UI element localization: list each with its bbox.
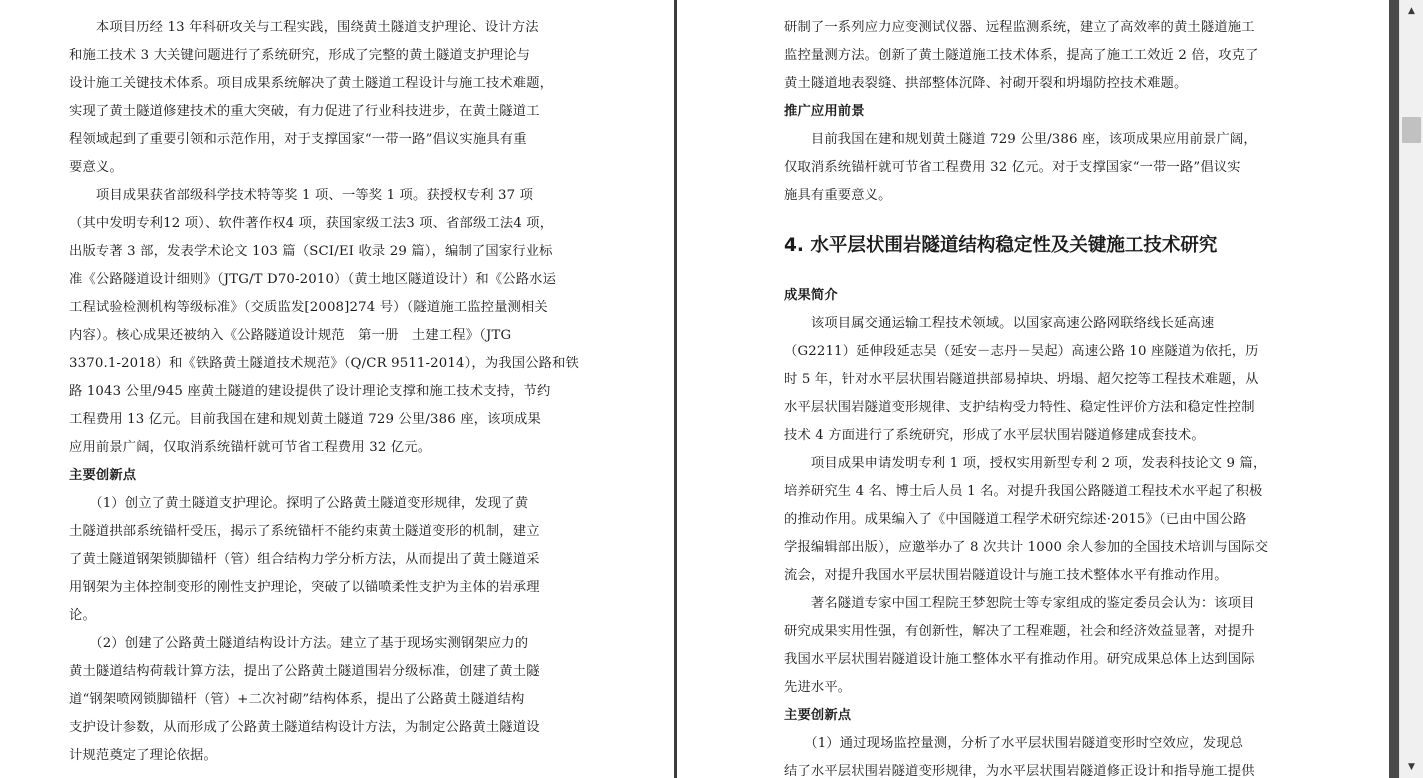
section-heading-summary: 成果简介 <box>784 288 838 303</box>
paragraph-line: 应用前景广阔，仅取消系统锚杆就可节省工程费用 32 亿元。 <box>69 440 432 455</box>
section-heading-innovation: 主要创新点 <box>784 708 852 723</box>
section-title: 4. 水平层状围岩隧道结构稳定性及关键施工技术研究 <box>784 235 1218 256</box>
paragraph-line: 土隧道拱部系统锚杆受压，揭示了系统锚杆不能约束黄土隧道变形的机制，建立 <box>69 524 540 539</box>
paragraph-line: 本项目历经 13 年科研攻关与工程实践，围绕黄土隧道支护理论、设计方法 <box>69 20 539 35</box>
scroll-up-icon[interactable]: ▲ <box>1408 6 1415 16</box>
paragraph-line: 施具有重要意义。 <box>784 188 892 203</box>
paragraph-line: （1）创立了黄土隧道支护理论。探明了公路黄土隧道变形规律，发现了黄 <box>69 496 529 511</box>
paragraph-line: 要意义。 <box>69 160 123 175</box>
section-heading-innovation: 主要创新点 <box>69 468 137 483</box>
paragraph-line: （G2211）延伸段延志吴（延安－志丹－吴起）高速公路 10 座隧道为依托，历 <box>784 344 1259 359</box>
paragraph-line: 论。 <box>69 608 96 623</box>
left-page-content <box>69 14 579 778</box>
paragraph-line: 结了水平层状围岩隧道变形规律，为水平层状围岩隧道修正设计和指导施工提供 <box>784 764 1255 778</box>
paragraph-line: 研制了一系列应力应变测试仪器、远程监测系统，建立了高效率的黄土隧道施工 <box>784 20 1255 35</box>
paragraph-line: 计规范奠定了理论依据。 <box>69 748 217 763</box>
right-page-content <box>784 14 1294 778</box>
paragraph-line: 用钢架为主体控制变形的刚性支护理论，突破了以锚喷柔性支护为主体的岩承理 <box>69 580 540 595</box>
viewer-background-edge <box>1389 0 1399 778</box>
paragraph-line: 支护设计参数，从而形成了公路黄土隧道结构设计方法，为制定公路黄土隧道设 <box>69 720 540 735</box>
paragraph-line: 研究成果实用性强，有创新性，解决了工程难题，社会和经济效益显著，对提升 <box>784 624 1255 639</box>
paragraph-line: 该项目属交通运输工程技术领域。以国家高速公路网联络线长延高速 <box>784 316 1215 331</box>
paragraph-line: 学报编辑部出版），应邀举办了 8 次共计 1000 余人参加的全国技术培训与国际交 <box>784 540 1269 555</box>
paragraph-line: （1）通过现场监控量测，分析了水平层状围岩隧道变形时空效应，发现总 <box>784 736 1244 751</box>
paragraph-line: 实现了黄土隧道修建技术的重大突破，有力促进了行业科技进步，在黄土隧道工 <box>69 104 540 119</box>
paragraph-line: 目前我国在建和规划黄土隧道 729 公里/386 座，该项成果应用前景广阔， <box>784 132 1257 147</box>
paragraph-line: 内容）。核心成果还被纳入《公路隧道设计规范 第一册 土建工程》（JTG <box>69 328 512 343</box>
paragraph-line: 先进水平。 <box>784 680 852 695</box>
section-heading-prospect: 推广应用前景 <box>784 104 865 119</box>
paragraph-line: 设计施工关键技术体系。项目成果系统解决了黄土隧道工程设计与施工技术难题， <box>69 76 554 91</box>
paragraph-line: 的推动作用。成果编入了《中国隧道工程学术研究综述·2015》（已由中国公路 <box>784 512 1247 527</box>
paragraph-line: 工程费用 13 亿元。目前我国在建和规划黄土隧道 729 公里/386 座，该项成果 <box>69 412 541 427</box>
paragraph-line: 路 1043 公里/945 座黄土隧道的建设提供了设计理论支撑和施工技术支持，节约 <box>69 384 551 399</box>
paragraph-line: 时 5 年，针对水平层状围岩隧道拱部易掉块、坍塌、超欠挖等工程技术难题，从 <box>784 372 1259 387</box>
paragraph-line: （2）创建了公路黄土隧道结构设计方法。建立了基于现场实测钢架应力的 <box>69 636 529 651</box>
paragraph-line: 出版专著 3 部，发表学术论文 103 篇（SCI/EI 收录 29 篇），编制了国家行业标 <box>69 244 553 259</box>
paragraph-line: 了黄土隧道钢架锁脚锚杆（管）组合结构力学分析方法，从而提出了黄土隧道采 <box>69 552 540 567</box>
paragraph-line: 3370.1-2018）和《铁路黄土隧道技术规范》（Q/CR 9511-2014），为我国公路和铁 <box>69 356 579 371</box>
paragraph-line: 项目成果获省部级科学技术特等奖 1 项、一等奖 1 项。获授权专利 37 项 <box>69 188 534 203</box>
scroll-down-icon[interactable]: ▼ <box>1408 762 1415 772</box>
paragraph-line: 水平层状围岩隧道变形规律、支护结构受力特性、稳定性评价方法和稳定性控制 <box>784 400 1255 415</box>
paragraph-line: 技术 4 方面进行了系统研究，形成了水平层状围岩隧道修建成套技术。 <box>784 428 1205 443</box>
paragraph-line: 流会，对提升我国水平层状围岩隧道设计与施工技术整体水平有推动作用。 <box>784 568 1228 583</box>
paragraph-line: 工程试验检测机构等级标准》（交质监发[2008]274 号）（隧道施工监控量测相关 <box>69 300 548 315</box>
paragraph-line: 道“钢架喷网锁脚锚杆（管）+二次衬砌”结构体系，提出了公路黄土隧道结构 <box>69 692 525 707</box>
paragraph-line: 项目成果申请发明专利 1 项，授权实用新型专利 2 项，发表科技论文 9 篇， <box>784 456 1267 471</box>
paragraph-line: 培养研究生 4 名、博士后人员 1 名。对提升我国公路隧道工程技术水平起了积极 <box>784 484 1263 499</box>
paragraph-line: 我国水平层状围岩隧道设计施工整体水平有推动作用。研究成果总体上达到国际 <box>784 652 1255 667</box>
paragraph-line: 黄土隧道结构荷载计算方法，提出了公路黄土隧道围岩分级标准，创建了黄土隧 <box>69 664 540 679</box>
paragraph-line: 著名隧道专家中国工程院王梦恕院士等专家组成的鉴定委员会认为：该项目 <box>784 596 1255 611</box>
paragraph-line: 准《公路隧道设计细则》（JTG/T D70-2010）（黄土地区隧道设计）和《公路水运 <box>69 272 557 287</box>
paragraph-line: 程领域起到了重要引领和示范作用，对于支撑国家“一带一路”倡议实施具有重 <box>69 132 527 147</box>
paragraph-line: 和施工技术 3 大关键问题进行了系统研究，形成了完整的黄土隧道支护理论与 <box>69 48 531 63</box>
paragraph-line: （其中发明专利12 项）、软件著作权4 项，获国家级工法3 项、省部级工法4 项， <box>69 216 554 231</box>
paragraph-line: 黄土隧道地表裂缝、拱部整体沉降、衬砌开裂和坍塌防控技术难题。 <box>784 76 1188 91</box>
paragraph-line: 仅取消系统锚杆就可节省工程费用 32 亿元。对于支撑国家“一带一路”倡议实 <box>784 160 1241 175</box>
paragraph-line: 监控量测方法。创新了黄土隧道施工技术体系，提高了施工工效近 2 倍，攻克了 <box>784 48 1259 63</box>
scrollbar-thumb[interactable] <box>1402 117 1421 143</box>
vertical-scrollbar[interactable] <box>1399 0 1423 778</box>
